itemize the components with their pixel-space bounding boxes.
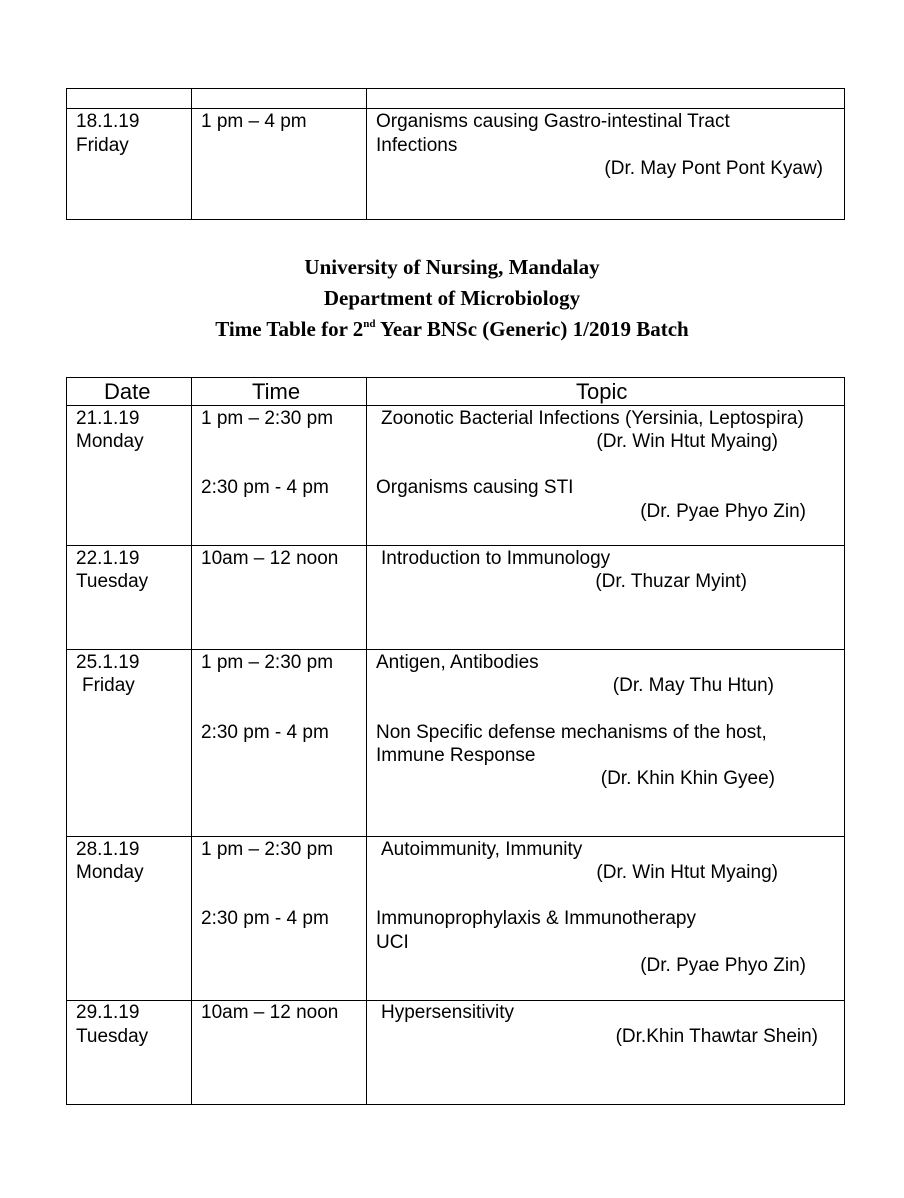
session-topic-continued: Immune Response bbox=[376, 745, 536, 766]
row-day: Tuesday bbox=[76, 1026, 149, 1047]
session-lecturer: (Dr. Thuzar Myint) bbox=[595, 571, 747, 592]
session-topic: Autoimmunity, Immunity bbox=[381, 839, 583, 860]
row-day: Monday bbox=[76, 431, 144, 452]
column-header-date: Date bbox=[104, 379, 151, 404]
session-lecturer: (Dr. Pyae Phyo Zin) bbox=[640, 955, 806, 976]
session-lecturer: (Dr. Win Htut Myaing) bbox=[596, 431, 778, 452]
session-time: 10am – 12 noon bbox=[201, 1002, 339, 1023]
session-time: 2:30 pm - 4 pm bbox=[201, 722, 329, 743]
session-lecturer: (Dr. Khin Khin Gyee) bbox=[600, 768, 775, 789]
session-topic: Hypersensitivity bbox=[381, 1002, 515, 1023]
row-date: 28.1.19 bbox=[76, 839, 140, 860]
title-text-start: Time Table for 2 bbox=[215, 317, 364, 341]
row-day: Friday bbox=[76, 135, 129, 156]
session-time: 1 pm – 2:30 pm bbox=[201, 408, 334, 429]
column-header-time: Time bbox=[252, 379, 301, 404]
row-date: 29.1.19 bbox=[76, 1002, 140, 1023]
session-lecturer: (Dr.Khin Thawtar Shein) bbox=[615, 1026, 818, 1047]
table-row-empty bbox=[67, 89, 845, 109]
session-time: 1 pm – 2:30 pm bbox=[201, 652, 334, 673]
table-header-row bbox=[67, 378, 845, 406]
row-topic: Organisms causing Gastro-intestinal Tract bbox=[376, 111, 730, 132]
session-time: 2:30 pm - 4 pm bbox=[201, 908, 329, 929]
title-text-end: Year BNSc (Generic) 1/2019 Batch bbox=[375, 317, 689, 341]
row-time: 1 pm – 4 pm bbox=[201, 111, 307, 132]
session-time: 1 pm – 2:30 pm bbox=[201, 839, 334, 860]
row-lecturer: (Dr. May Pont Pont Kyaw) bbox=[604, 158, 823, 179]
row-date: 22.1.19 bbox=[76, 548, 140, 569]
session-topic: Antigen, Antibodies bbox=[376, 652, 539, 673]
column-header-topic: Topic bbox=[576, 379, 628, 404]
row-date: 21.1.19 bbox=[76, 408, 140, 429]
session-topic: Non Specific defense mechanisms of the host, bbox=[376, 722, 767, 743]
session-lecturer: (Dr. May Thu Htun) bbox=[612, 675, 774, 696]
row-date: 25.1.19 bbox=[76, 652, 140, 673]
session-topic: Introduction to Immunology bbox=[381, 548, 611, 569]
heading-timetable-title bbox=[0, 314, 904, 345]
title-ordinal-suffix: nd bbox=[363, 318, 376, 330]
session-lecturer: (Dr. Win Htut Myaing) bbox=[596, 862, 778, 883]
session-lecturer: (Dr. Pyae Phyo Zin) bbox=[640, 501, 806, 522]
row-day: Tuesday bbox=[76, 571, 149, 592]
heading-department: Department of Microbiology bbox=[323, 286, 581, 310]
session-time: 10am – 12 noon bbox=[201, 548, 339, 569]
row-date: 18.1.19 bbox=[76, 111, 140, 132]
session-topic: Zoonotic Bacterial Infections (Yersinia, Leptospira) bbox=[381, 408, 804, 429]
heading-university: University of Nursing, Mandalay bbox=[304, 255, 600, 279]
session-topic-continued: UCI bbox=[376, 932, 409, 953]
session-topic: Immunoprophylaxis & Immunotherapy bbox=[376, 908, 696, 929]
row-topic-continued: Infections bbox=[376, 135, 458, 156]
row-day: Friday bbox=[82, 675, 135, 696]
session-topic: Organisms causing STI bbox=[376, 477, 574, 498]
row-day: Monday bbox=[76, 862, 144, 883]
session-time: 2:30 pm - 4 pm bbox=[201, 477, 329, 498]
